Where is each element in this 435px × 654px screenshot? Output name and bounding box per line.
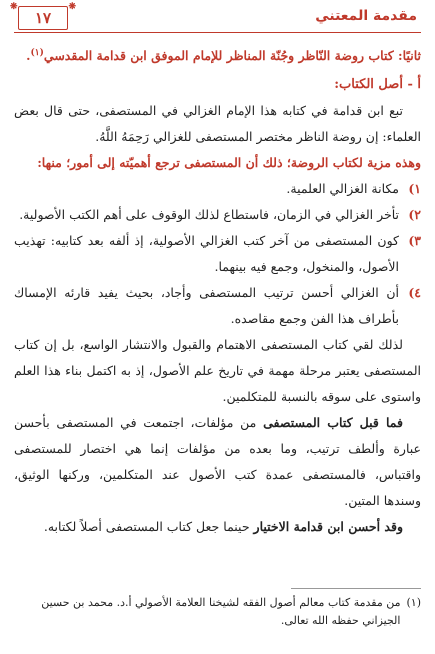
list-item-number: ٤) bbox=[408, 285, 421, 301]
footnote-number: (١) bbox=[406, 596, 421, 609]
running-title: مقدمة المعتني bbox=[315, 8, 417, 24]
ornament-icon: ❋ bbox=[10, 2, 18, 12]
list-item-text: مكانة الغزالي العلمية. bbox=[286, 181, 399, 197]
list-item bbox=[14, 280, 421, 332]
header-rule bbox=[14, 32, 421, 33]
paragraph-comparison-rest: من مؤلفات، اجتمعت في المستصفى بأحسن عبارة وألطف ترتيب، وما بعده من مؤلفات إنما هي اختصار للمستصفى واقتباس، فالمستصفى عمدة كتب الأصول عند المتكلمين، وركنها الوثيق، وسندها المتين. bbox=[14, 415, 421, 509]
page-number-box bbox=[10, 2, 76, 30]
merits-heading: وهذه مزية لكتاب الروضة؛ ذلك أن المستصفى ترجع أهميّته إلى أمور؛ منها: bbox=[37, 155, 421, 171]
page-header bbox=[10, 2, 421, 32]
footnote-ref: (١) bbox=[30, 48, 44, 58]
paragraph-comparison-lead: فما قبل كتاب المستصفى bbox=[263, 415, 404, 431]
section-title-text: ثانيًا: كتاب روضة النّاظر وجُنّة المناظر للإمام الموفق ابن قدامة المقدسي bbox=[43, 48, 421, 64]
list-item bbox=[14, 228, 421, 280]
paragraph-conclusion bbox=[14, 514, 421, 540]
footnote-divider bbox=[291, 588, 421, 589]
list-item-text: تأخر الغزالي في الزمان، فاستطاع لذلك الوقوف على أهم الكتب الأصولية. bbox=[19, 207, 399, 223]
subsection-heading-origin: أ - أصل الكتاب: bbox=[334, 77, 421, 93]
section-title: ثانيًا: كتاب روضة النّاظر وجُنّة المناظر للإمام الموفق ابن قدامة المقدسي$^{(١)}$. bbox=[26, 48, 421, 64]
list-item bbox=[14, 202, 421, 228]
list-item-number: ٣) bbox=[408, 233, 421, 249]
origin-paragraph: تبع ابن قدامة في كتابه هذا الإمام الغزالي في المستصفى، حتى قال بعض العلماء: إن روضة الناظر مختصر المستصفى للغزالي رَحِمَهُ اللَّهُ. bbox=[14, 103, 421, 145]
list-item-text: أن الغزالي أحسن ترتيب المستصفى وأجاد، بحيث يفيد قارئه الإمساك بأطراف هذا الفن وجمع مقاصده. bbox=[14, 285, 399, 327]
list-item-text: كون المستصفى من آخر كتب الغزالي الأصولية، إذ ألفه بعد كتابيه: تهذيب الأصول، والمنخول، وجمع فيه بينهما. bbox=[14, 233, 399, 275]
page-number: ١٧ bbox=[34, 9, 52, 27]
list-item-number: ١) bbox=[408, 181, 421, 197]
ornament-icon: ❋ bbox=[68, 2, 76, 12]
paragraph-conclusion-rest: حينما جعل كتاب المستصفى أصلاً لكتابه. bbox=[43, 519, 254, 535]
paragraph-conclusion-lead: وقد أحسن ابن قدامة الاختيار bbox=[253, 519, 403, 535]
paragraph-reception: لذلك لقي كتاب المستصفى الاهتمام والقبول والانتشار الواسع، بل إن كتاب المستصفى يعتبر مرحلة مهمة في تاريخ علم الأصول، إذ به اكتمل بناء هذا العلم واستوى على سوقه بالنسبة للمتكلمين. bbox=[14, 337, 421, 405]
page-body bbox=[14, 40, 421, 540]
list-item bbox=[14, 176, 421, 202]
footnote bbox=[14, 594, 421, 630]
footnote-text: من مقدمة كتاب معالم أصول الفقه لشيخنا العلامة الأصولي أ.د. محمد بن حسين الجيزاني حفظه الله تعالى. bbox=[41, 596, 401, 627]
paragraph-comparison bbox=[14, 410, 421, 514]
list-item-number: ٢) bbox=[408, 207, 421, 223]
